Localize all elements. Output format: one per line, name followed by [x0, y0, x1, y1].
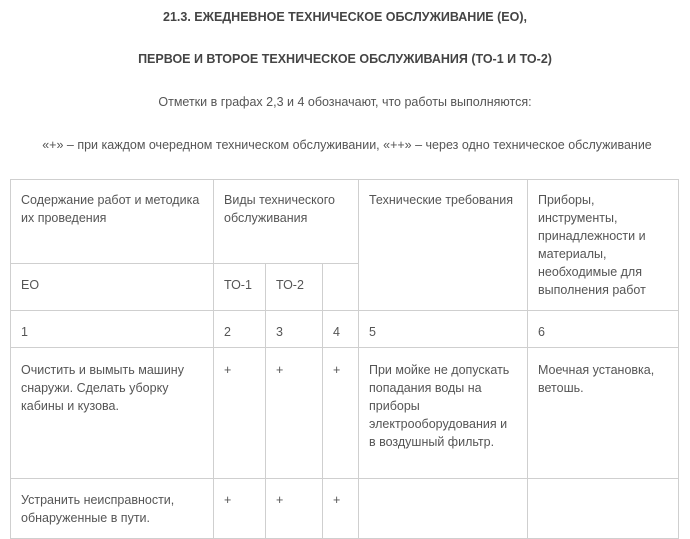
- row-mark: +: [323, 348, 359, 479]
- row-mark: +: [266, 479, 323, 539]
- note-line-2: «+» – при каждом очередном техническом обслуживании, «++» – через одно техническое обслуживание: [42, 138, 652, 152]
- row-content: Устранить неисправности, обнаруженные в пути.: [11, 479, 214, 539]
- header-to1: ТО-1: [214, 264, 266, 311]
- header-kinds: Виды технического обслуживания: [214, 180, 359, 264]
- row-mark: +: [266, 348, 323, 479]
- number-cell: 1: [11, 311, 214, 348]
- table-header-row: [11, 180, 679, 264]
- row-requirements: При мойке не допускать попадания воды на приборы электрооборудования и в воздушный фильтр.: [359, 348, 528, 479]
- row-mark: +: [214, 479, 266, 539]
- heading-line-1: 21.3. ЕЖЕДНЕВНОЕ ТЕХНИЧЕСКОЕ ОБСЛУЖИВАНИЕ (ЕО),: [163, 10, 527, 24]
- row-requirements: [359, 479, 528, 539]
- table-row: [11, 348, 679, 479]
- header-empty: [323, 264, 359, 311]
- header-requirements: Технические требования: [359, 180, 528, 311]
- header-content: Содержание работ и методика их проведения: [11, 180, 214, 264]
- number-cell: 2: [214, 311, 266, 348]
- number-cell: 6: [528, 311, 679, 348]
- row-mark: +: [323, 479, 359, 539]
- maintenance-table: [10, 179, 679, 539]
- header-eo: ЕО: [11, 264, 214, 311]
- table-row: [11, 479, 679, 539]
- row-tools: [528, 479, 679, 539]
- number-cell: 4: [323, 311, 359, 348]
- row-content: Очистить и вымыть машину снаружи. Сделать уборку кабины и кузова.: [11, 348, 214, 479]
- row-tools: Моечная установка, ветошь.: [528, 348, 679, 479]
- header-to2: ТО-2: [266, 264, 323, 311]
- number-cell: 3: [266, 311, 323, 348]
- heading-line-2: ПЕРВОЕ И ВТОРОЕ ТЕХНИЧЕСКОЕ ОБСЛУЖИВАНИЯ (ТО-1 И ТО-2): [138, 52, 552, 66]
- table-numbers-row: [11, 311, 679, 348]
- header-tools: Приборы, инструменты, принадлежности и материалы, необходимые для выполнения работ: [528, 180, 679, 311]
- note-line-1: Отметки в графах 2,3 и 4 обозначают, что работы выполняются:: [158, 95, 532, 109]
- row-mark: +: [214, 348, 266, 479]
- number-cell: 5: [359, 311, 528, 348]
